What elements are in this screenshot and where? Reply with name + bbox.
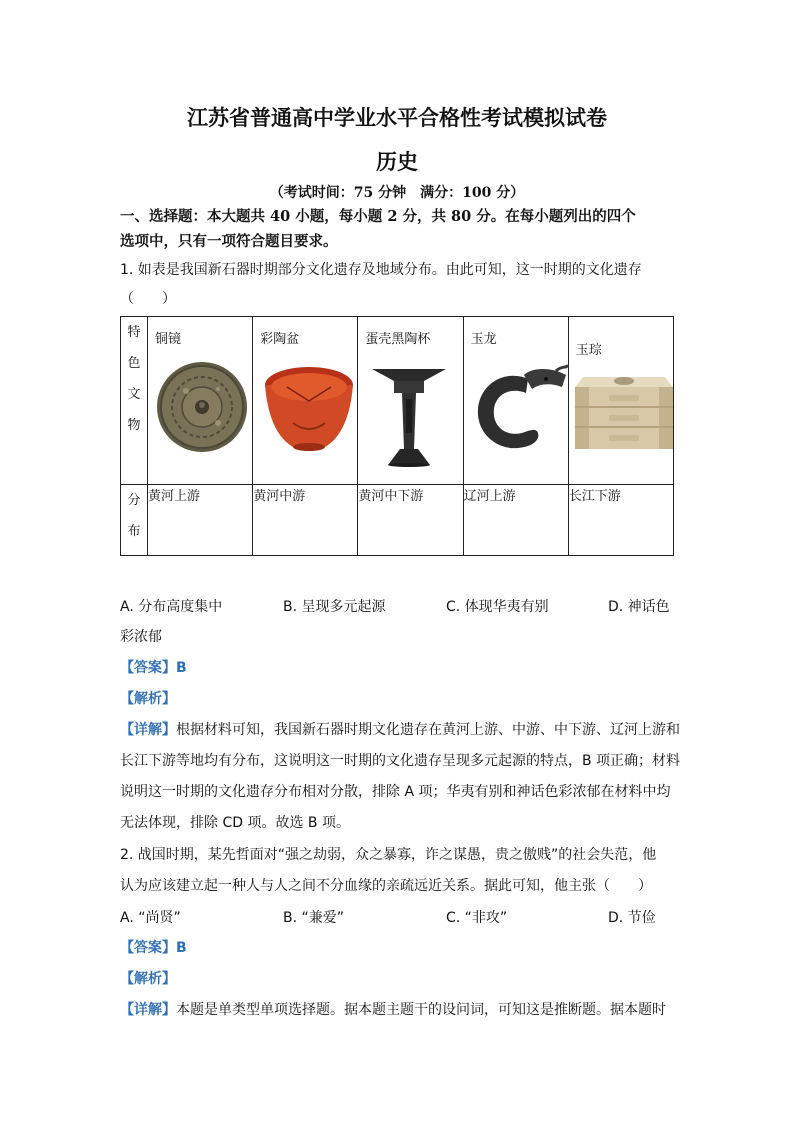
analysis-tag: 【解析】 xyxy=(120,691,176,707)
answer-tag: 【答案】 xyxy=(120,660,176,676)
painted-pottery-basin-icon xyxy=(263,363,355,453)
relic-cell-cong xyxy=(568,317,673,485)
q1-detail-line-2: 长江下游等地均有分布，这说明这一时期的文化遗存呈现多元起源的特点，B 项正确；材料 xyxy=(120,753,681,769)
exam-info: （考试时间：75 分钟 满分：100 分） xyxy=(269,185,525,201)
detail-tag: 【详解】 xyxy=(120,1002,176,1018)
subject-title: 历史 xyxy=(376,149,418,174)
q1-stem-line-1: 1. 如表是我国新石器时期部分文化遗存及地域分布。由此可知，这一时期的文化遗存 xyxy=(120,262,642,278)
q1-stem-line-2: （ ） xyxy=(120,291,176,307)
q1-detail-line-4: 无法体现，排除 CD 项。故选 B 项。 xyxy=(120,815,350,831)
detail-text: 本题是单类型单项选择题。据本题主题干的设问词，可知这是推断题。据本题时 xyxy=(176,1002,666,1018)
section-instructions-line-1: 一、选择题：本大题共 40 小题，每小题 2 分，共 80 分。在每小题列出的四个 xyxy=(120,208,636,225)
q2-option-a: A. “尚贤” xyxy=(120,910,181,926)
row-header-distribution-text: 分布 xyxy=(127,493,141,539)
q2-answer-line xyxy=(120,938,187,958)
relic-cell-cup xyxy=(358,317,463,485)
jade-cong-icon xyxy=(569,369,679,455)
q1-analysis-tag xyxy=(120,689,176,709)
answer-value: B xyxy=(176,660,187,676)
analysis-tag: 【解析】 xyxy=(120,971,176,987)
relic-name: 玉琮 xyxy=(575,343,602,358)
relic-cell-basin xyxy=(253,317,358,485)
region-cell: 黄河上游 xyxy=(148,485,253,556)
relic-name: 蛋壳黑陶杯 xyxy=(365,332,431,347)
relic-cell-dragon xyxy=(463,317,568,485)
relic-cell-mirror xyxy=(148,317,253,485)
detail-text: 根据材料可知，我国新石器时期文化遗存在黄河上游、中游、中下游、辽河上游和 xyxy=(176,722,680,738)
relic-name: 玉龙 xyxy=(470,332,497,347)
q2-option-d: D. 节俭 xyxy=(608,910,656,926)
row-header-distribution xyxy=(121,485,148,556)
answer-tag: 【答案】 xyxy=(120,940,176,956)
detail-tag: 【详解】 xyxy=(120,722,176,738)
q2-analysis-tag xyxy=(120,969,176,989)
section-instructions-line-2: 选项中，只有一项符合题目要求。 xyxy=(120,233,338,250)
q2-stem-line-1: 2. 战国时期，某先哲面对“强之劫弱，众之暴寡，诈之谋愚，贵之傲贱”的社会失范，他 xyxy=(120,847,657,863)
q1-option-d-continued: 彩浓郁 xyxy=(120,629,162,645)
q1-detail-line-3: 说明这一时期的文化遗存分布相对分散，排除 A 项；华夷有别和神话色彩浓郁在材料中均 xyxy=(120,784,671,800)
bronze-mirror-icon xyxy=(156,361,248,453)
region-cell: 长江下游 xyxy=(568,485,673,556)
q1-option-c: C. 体现华夷有别 xyxy=(446,599,549,615)
row-header-relics xyxy=(121,317,148,485)
relic-name: 彩陶盆 xyxy=(260,332,300,347)
q1-option-a: A. 分布高度集中 xyxy=(120,599,223,615)
q2-option-b: B. “兼爱” xyxy=(283,910,345,926)
region-cell: 黄河中下游 xyxy=(358,485,463,556)
row-header-relics-text: 特色文物 xyxy=(127,325,141,433)
q2-stem-line-2: 认为应该建立起一种人与人之间不分血缘的亲疏远近关系。据此可知，他主张（ ） xyxy=(120,878,652,894)
q2-option-c: C. “非攻” xyxy=(446,910,508,926)
q1-detail-line-1 xyxy=(120,720,680,740)
jade-dragon-icon xyxy=(466,361,570,457)
q1-option-d: D. 神话色 xyxy=(608,599,670,615)
q1-option-b: B. 呈现多元起源 xyxy=(283,599,386,615)
answer-value: B xyxy=(176,940,187,956)
q1-answer-line xyxy=(120,658,187,678)
region-cell: 黄河中游 xyxy=(253,485,358,556)
region-cell: 辽河上游 xyxy=(463,485,568,556)
q2-detail-line-1 xyxy=(120,1000,666,1020)
relics-table xyxy=(120,316,674,556)
relic-name: 铜镜 xyxy=(155,332,182,347)
eggshell-black-pottery-cup-icon xyxy=(370,365,448,467)
exam-title: 江苏省普通高中学业水平合格性考试模拟试卷 xyxy=(187,105,607,130)
